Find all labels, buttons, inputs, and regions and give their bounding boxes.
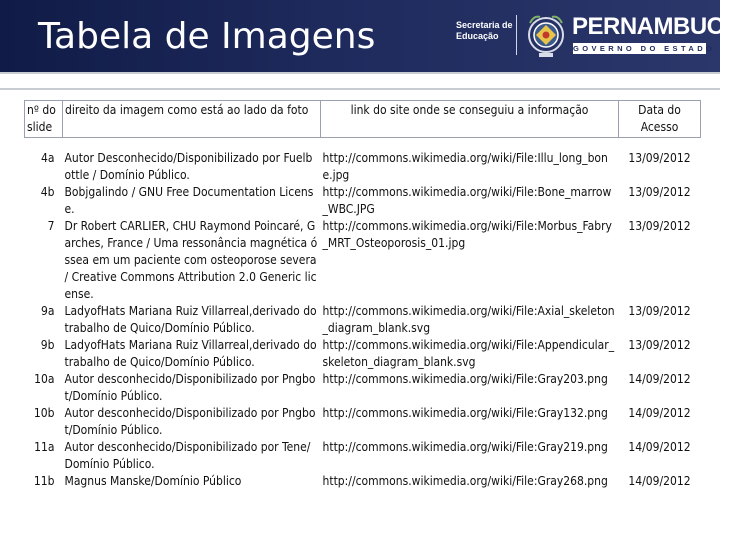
slide-number-cell: 11a (34, 440, 55, 454)
header-divider-2 (0, 88, 720, 90)
image-credits-table (24, 100, 701, 490)
table-row (25, 473, 701, 490)
source-link-cell: http://commons.wikimedia.org/wiki/File:Gray132.png (322, 406, 608, 420)
header-access-date: Data do Acesso (619, 101, 701, 138)
header-divider (0, 72, 720, 74)
slide-number-cell: 4a (41, 151, 55, 165)
image-rights-cell: Magnus Manske/Domínio Público (64, 474, 242, 488)
access-date-cell: 13/09/2012 (628, 185, 691, 199)
image-rights-cell: Autor desconhecido/Disponibilizado por Pngbot/Domínio Público. (64, 406, 316, 437)
access-date-cell: 14/09/2012 (628, 474, 691, 488)
source-link-cell: http://commons.wikimedia.org/wiki/File:Gray219.png (322, 440, 608, 454)
header-image-rights: direito da imagem como está ao lado da foto (63, 101, 321, 138)
slide-number-cell: 7 (47, 219, 55, 233)
logo-divider (516, 15, 517, 55)
slide-number-cell: 10b (33, 406, 55, 420)
table-row (25, 337, 701, 371)
header-source-link: link do site onde se conseguiu a informação (321, 101, 619, 138)
table-row (25, 439, 701, 473)
image-rights-cell: Bobjgalindo / GNU Free Documentation License. (64, 185, 314, 216)
source-link-cell: http://commons.wikimedia.org/wiki/File:Appendicular_skeleton_diagram_blank.svg (322, 338, 615, 369)
source-link-cell: http://commons.wikimedia.org/wiki/File:Morbus_Fabry_MRT_Osteoporosis_01.jpg (322, 219, 612, 250)
page-title: Tabela de Imagens (38, 16, 376, 57)
table-row (25, 150, 701, 184)
source-link-cell: http://commons.wikimedia.org/wiki/File:Illu_long_bone.jpg (322, 151, 608, 182)
table-spacer-row (25, 138, 701, 151)
table-row (25, 184, 701, 218)
secretaria-line-1: Secretaria de (456, 20, 513, 30)
table-row (25, 371, 701, 405)
image-rights-cell: Dr Robert CARLIER, CHU Raymond Poincaré, Garches, France / Uma ressonância magnética óssea em um paciente com osteoporose severa / Creative Commons Attribution 2.0 Generic license. (64, 219, 318, 301)
table-header (25, 101, 701, 138)
access-date-cell: 13/09/2012 (628, 219, 691, 233)
access-date-cell: 14/09/2012 (628, 372, 691, 386)
secretaria-label (456, 20, 513, 42)
slide-number-cell: 10a (34, 372, 55, 386)
source-link-cell: http://commons.wikimedia.org/wiki/File:Gray268.png (322, 474, 608, 488)
header-slide-number: nº do slide (25, 101, 63, 138)
secretaria-line-2: Educação (456, 31, 499, 41)
access-date-cell: 14/09/2012 (628, 406, 691, 420)
access-date-cell: 14/09/2012 (628, 440, 691, 454)
source-link-cell: http://commons.wikimedia.org/wiki/File:Gray203.png (322, 372, 608, 386)
table-row (25, 218, 701, 303)
image-rights-cell: LadyofHats Mariana Ruiz Villarreal,derivado do trabalho de Quico/Domínio Público. (64, 304, 317, 335)
table-body (25, 138, 701, 491)
image-rights-cell: LadyofHats Mariana Ruiz Villarreal,derivado do trabalho de Quico/Domínio Público. (64, 338, 317, 369)
slide-number-cell: 4b (40, 185, 55, 199)
slide-number-cell: 9b (40, 338, 55, 352)
source-link-cell: http://commons.wikimedia.org/wiki/File:Bone_marrow_WBC.JPG (322, 185, 612, 216)
header-banner (0, 0, 742, 72)
spacer-cell (25, 138, 701, 151)
state-government-label: GOVERNO DO ESTADO (573, 44, 716, 53)
state-crest-icon (524, 11, 568, 61)
image-rights-cell: Autor Desconhecido/Disponibilizado por Fuelbottle / Domínio Público. (64, 151, 313, 182)
access-date-cell: 13/09/2012 (628, 338, 691, 352)
access-date-cell: 13/09/2012 (628, 304, 691, 318)
image-rights-cell: Autor desconhecido/Disponibilizado por Tene/Domínio Público. (64, 440, 311, 471)
table-row (25, 405, 701, 439)
image-rights-cell: Autor desconhecido/Disponibilizado por Pngbot/Domínio Público. (64, 372, 316, 403)
access-date-cell: 13/09/2012 (628, 151, 691, 165)
slide-number-cell: 9a (41, 304, 55, 318)
table-row (25, 303, 701, 337)
slide-number-cell: 11b (33, 474, 55, 488)
state-name: PERNAMBUCO (572, 13, 742, 40)
source-link-cell: http://commons.wikimedia.org/wiki/File:Axial_skeleton_diagram_blank.svg (322, 304, 615, 335)
